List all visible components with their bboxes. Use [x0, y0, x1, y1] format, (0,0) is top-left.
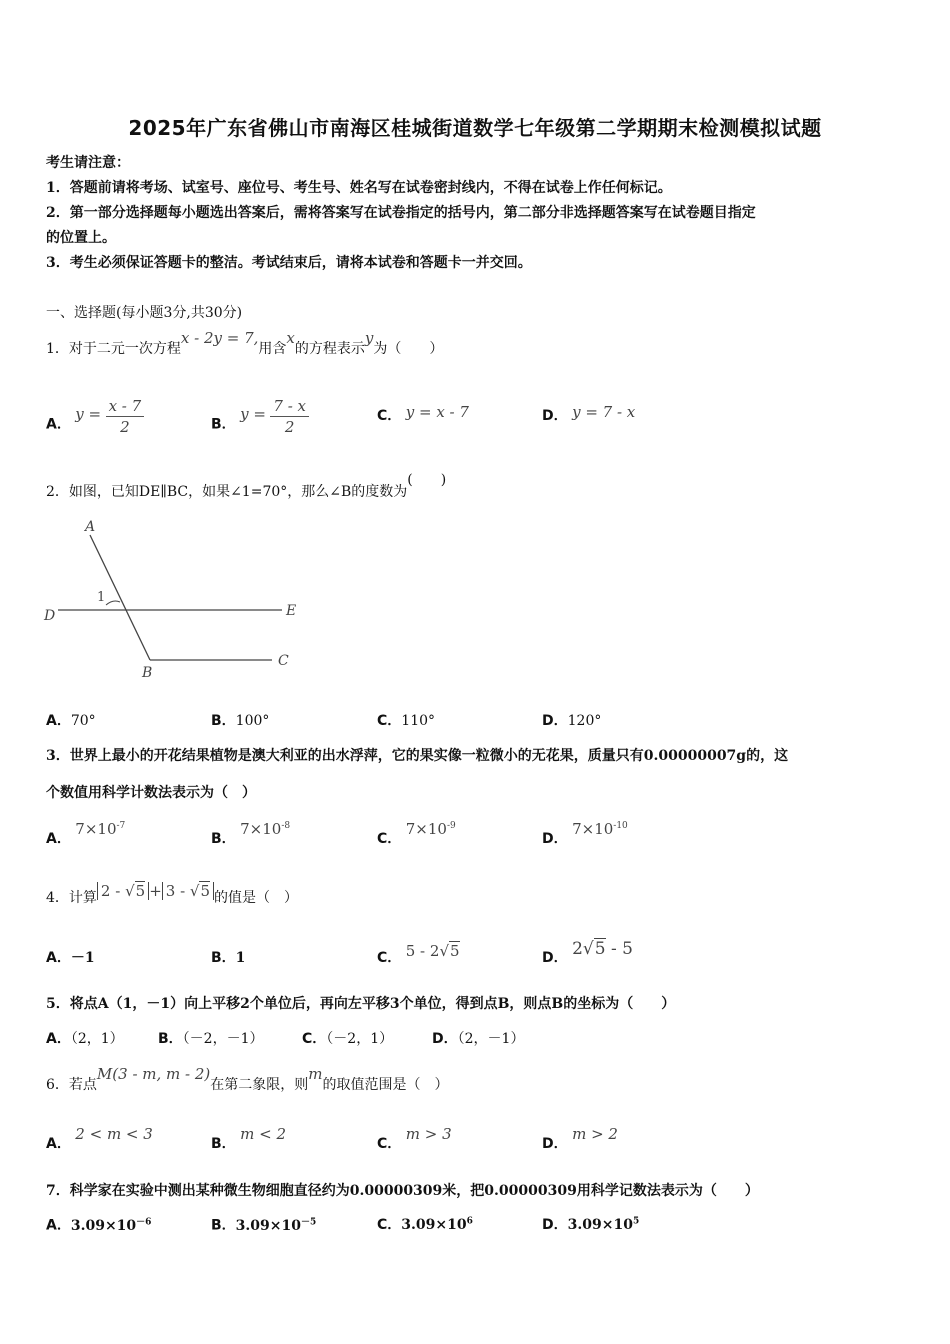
q2-answer-paren: ( ) [407, 472, 447, 488]
q6-option-d[interactable]: D． m > 2 [542, 1125, 618, 1152]
q7-option-c[interactable]: C．$3.09\times 10^6$ [377, 1216, 473, 1233]
question-4: 4．计算 2 - √5 + 3 - √5 的值是（ ） [46, 882, 299, 906]
q3-option-d[interactable]: D． $7\times 10^{-10}$ [542, 820, 628, 847]
q2-option-c[interactable]: C．110° [377, 713, 436, 729]
label-b: B [142, 665, 153, 681]
angle-1-arc [106, 601, 120, 605]
q4-options [46, 939, 906, 977]
q1-var-x: x [286, 329, 295, 347]
q3-option-c[interactable]: C． $7\times 10^{-9}$ [377, 820, 456, 847]
question-1 [46, 329, 444, 358]
q1-option-c[interactable]: C． y = x - 7 [377, 403, 469, 424]
q6-point: M(3 - m, m - 2) [96, 1065, 211, 1083]
q1-option-b[interactable]: B． y = $\frac{7 - x}{2}$ [211, 405, 309, 444]
label-a: A [85, 519, 96, 535]
q6-option-b[interactable]: B． m < 2 [211, 1125, 286, 1152]
q2-option-d[interactable]: D．120° [542, 713, 602, 729]
geometry-diagram [40, 515, 320, 685]
q3-option-a[interactable]: A． $7\times 10^{-7}$ [46, 820, 126, 847]
q1-equation: x - 2y = 7, [180, 329, 259, 347]
question-7: 7．科学家在实验中测出某种微生物细胞直径约为0.00000309米，把0.00000309用科学记数法表示为（ ） [46, 1183, 759, 1199]
q7-option-a[interactable]: A．$3.09\times 10^{-6}$ [46, 1217, 152, 1234]
label-c: C [278, 653, 289, 669]
notice-item-1: 1．答题前请将考场、试室号、座位号、考生号、姓名写在试卷密封线内，不得在试卷上作任何标记。 [46, 180, 672, 196]
q1-option-a[interactable]: A． y = $\frac{x - 7}{2}$ [46, 405, 144, 444]
q1-prefix: 1．对于二元一次方程 [46, 341, 181, 357]
question-5: 5．将点A（1，－1）向上平移2个单位后，再向左平移3个单位，得到点B，则点B的坐标为（ ） [46, 996, 676, 1012]
section-heading: 一、选择题(每小题3分,共30分) [46, 305, 243, 321]
q1-mid2: 的方程表示 [294, 341, 365, 357]
q6-option-a[interactable]: A． 2 < m < 3 [46, 1125, 153, 1152]
q5-option-c[interactable]: C．（－2，1） [302, 1031, 394, 1047]
q7-option-d[interactable]: D．$3.09\times 10^5$ [542, 1216, 640, 1233]
notice-item-3: 3．考生必须保证答题卡的整洁。考试结束后，请将本试卷和答题卡一并交回。 [46, 255, 532, 271]
q1-options [46, 397, 906, 436]
q2-option-a[interactable]: A．70° [46, 713, 96, 729]
q7-option-b[interactable]: B．$3.09\times 10^{-5}$ [211, 1217, 317, 1234]
q5-option-d[interactable]: D．（2，－1） [432, 1031, 525, 1047]
notice-item-2: 2．第一部分选择题每小题选出答案后，需将答案写在试卷指定的括号内，第二部分非选择题答案写在试卷题目指定 [46, 205, 756, 221]
q1-mid1: 用含 [258, 341, 287, 357]
q1-option-d[interactable]: D． y = 7 - x [542, 403, 636, 424]
label-angle-1: 1 [97, 590, 106, 605]
q5-options [46, 1028, 906, 1058]
notice-heading: 考生请注意： [46, 155, 130, 171]
q6-options [46, 1125, 906, 1163]
q4-option-d[interactable]: D． 2√5 - 5 [542, 939, 633, 966]
question-2: 2．如图，已知DE∥BC，如果∠1=70°，那么∠B的度数为( ) [46, 472, 447, 500]
q6-option-c[interactable]: C． m > 3 [377, 1125, 452, 1152]
q4-option-c[interactable]: C． 5 - 2√5 [377, 942, 460, 966]
label-e: E [286, 603, 297, 619]
page-title: 2025年广东省佛山市南海区桂城街道数学七年级第二学期期末检测模拟试题 [128, 116, 822, 140]
notice-item-2-cont: 的位置上。 [46, 230, 116, 246]
question-3-cont: 个数值用科学计数法表示为（ ） [46, 785, 256, 801]
question-3: 3．世界上最小的开花结果植物是澳大利亚的出水浮萍，它的果实像一粒微小的无花果，质量只有0.00000007g的，这 [46, 748, 789, 764]
label-d: D [44, 608, 56, 624]
q1-suffix: 为（ ） [373, 341, 444, 357]
q4-option-a[interactable]: A．－1 [46, 950, 95, 966]
q5-option-a[interactable]: A．（2，1） [46, 1031, 124, 1047]
q4-option-b[interactable]: B．1 [211, 950, 246, 966]
q1-var-y: y [364, 329, 374, 347]
q3-option-b[interactable]: B． $7\times 10^{-8}$ [211, 820, 291, 847]
q7-options [46, 1214, 906, 1244]
q3-options [46, 820, 906, 858]
question-6: 6．若点M(3 - m, m - 2)在第二象限，则m的取值范围是（ ） [46, 1065, 449, 1093]
q2-options [46, 710, 906, 740]
q5-option-b[interactable]: B．（－2，－1） [158, 1031, 264, 1047]
q2-option-b[interactable]: B．100° [211, 713, 270, 729]
